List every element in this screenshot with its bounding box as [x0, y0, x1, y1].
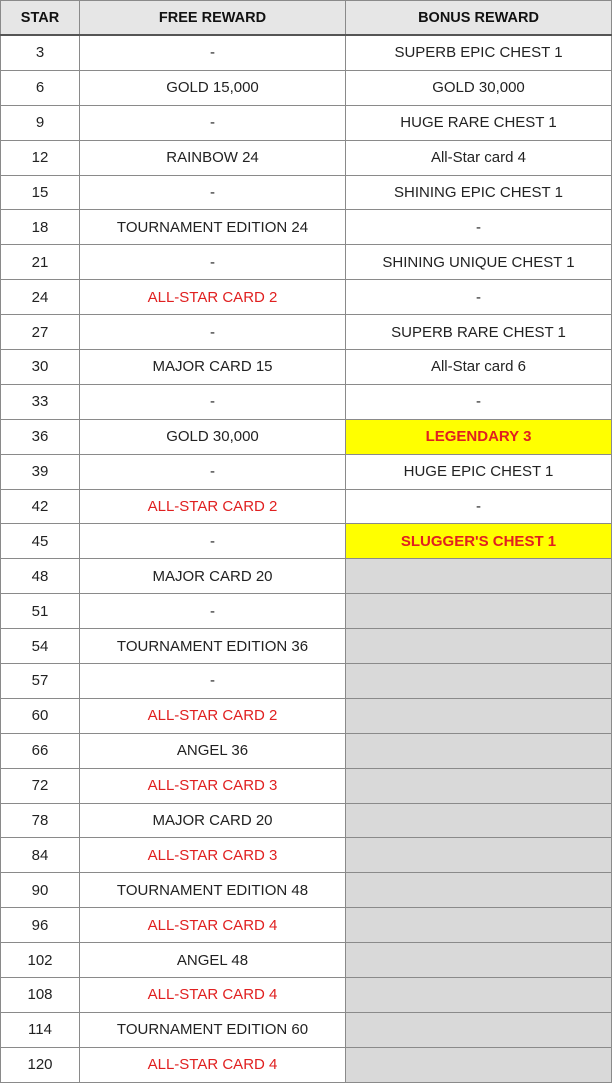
- free-reward-cell: -: [80, 35, 346, 70]
- star-cell: 15: [1, 175, 80, 210]
- header-free-reward: FREE REWARD: [80, 1, 346, 36]
- header-bonus-reward: BONUS REWARD: [346, 1, 612, 36]
- table-row: [1, 664, 612, 699]
- table-row: [1, 419, 612, 454]
- star-cell: 78: [1, 803, 80, 838]
- free-reward-cell: -: [80, 664, 346, 699]
- table-row: [1, 315, 612, 350]
- header-star: STAR: [1, 1, 80, 36]
- free-reward-cell: ANGEL 36: [80, 733, 346, 768]
- star-cell: 102: [1, 943, 80, 978]
- free-reward-cell: GOLD 30,000: [80, 419, 346, 454]
- bonus-reward-cell: [346, 978, 612, 1013]
- star-cell: 84: [1, 838, 80, 873]
- table-row: [1, 873, 612, 908]
- bonus-reward-cell: [346, 664, 612, 699]
- star-cell: 72: [1, 768, 80, 803]
- star-cell: 21: [1, 245, 80, 280]
- bonus-reward-cell: [346, 698, 612, 733]
- free-reward-cell: ANGEL 48: [80, 943, 346, 978]
- bonus-reward-cell: [346, 873, 612, 908]
- free-reward-cell: ALL-STAR CARD 2: [80, 489, 346, 524]
- free-reward-cell: -: [80, 105, 346, 140]
- table-row: [1, 280, 612, 315]
- star-cell: 27: [1, 315, 80, 350]
- table-row: [1, 943, 612, 978]
- table-row: [1, 454, 612, 489]
- bonus-reward-cell: SHINING UNIQUE CHEST 1: [346, 245, 612, 280]
- star-cell: 57: [1, 664, 80, 699]
- free-reward-cell: ALL-STAR CARD 4: [80, 978, 346, 1013]
- star-cell: 45: [1, 524, 80, 559]
- free-reward-cell: ALL-STAR CARD 3: [80, 838, 346, 873]
- free-reward-cell: MAJOR CARD 15: [80, 350, 346, 385]
- table-row: [1, 1047, 612, 1082]
- free-reward-cell: TOURNAMENT EDITION 48: [80, 873, 346, 908]
- bonus-reward-cell: -: [346, 210, 612, 245]
- table-row: [1, 350, 612, 385]
- star-cell: 108: [1, 978, 80, 1013]
- star-cell: 30: [1, 350, 80, 385]
- bonus-reward-cell: [346, 768, 612, 803]
- bonus-reward-cell: -: [346, 384, 612, 419]
- bonus-reward-cell: SHINING EPIC CHEST 1: [346, 175, 612, 210]
- star-cell: 6: [1, 70, 80, 105]
- table-row: [1, 594, 612, 629]
- table-row: [1, 838, 612, 873]
- star-cell: 120: [1, 1047, 80, 1082]
- bonus-reward-cell: [346, 803, 612, 838]
- free-reward-cell: -: [80, 454, 346, 489]
- star-cell: 96: [1, 908, 80, 943]
- table-row: [1, 384, 612, 419]
- star-cell: 54: [1, 629, 80, 664]
- star-cell: 60: [1, 698, 80, 733]
- bonus-reward-cell: [346, 559, 612, 594]
- star-cell: 3: [1, 35, 80, 70]
- free-reward-cell: ALL-STAR CARD 2: [80, 698, 346, 733]
- table-row: [1, 803, 612, 838]
- star-cell: 51: [1, 594, 80, 629]
- star-cell: 12: [1, 140, 80, 175]
- table-row: [1, 978, 612, 1013]
- star-cell: 114: [1, 1012, 80, 1047]
- table-row: [1, 698, 612, 733]
- bonus-reward-cell: LEGENDARY 3: [346, 419, 612, 454]
- bonus-reward-cell: SUPERB EPIC CHEST 1: [346, 35, 612, 70]
- free-reward-cell: ALL-STAR CARD 2: [80, 280, 346, 315]
- free-reward-cell: ALL-STAR CARD 4: [80, 1047, 346, 1082]
- free-reward-cell: -: [80, 245, 346, 280]
- reward-table-body: [1, 35, 612, 1082]
- bonus-reward-cell: HUGE RARE CHEST 1: [346, 105, 612, 140]
- star-cell: 66: [1, 733, 80, 768]
- bonus-reward-cell: GOLD 30,000: [346, 70, 612, 105]
- free-reward-cell: -: [80, 175, 346, 210]
- star-cell: 48: [1, 559, 80, 594]
- free-reward-cell: -: [80, 384, 346, 419]
- bonus-reward-cell: [346, 594, 612, 629]
- table-row: [1, 1012, 612, 1047]
- bonus-reward-cell: -: [346, 489, 612, 524]
- star-cell: 42: [1, 489, 80, 524]
- star-cell: 39: [1, 454, 80, 489]
- table-row: [1, 210, 612, 245]
- free-reward-cell: ALL-STAR CARD 4: [80, 908, 346, 943]
- table-row: [1, 559, 612, 594]
- table-row: [1, 105, 612, 140]
- table-row: [1, 489, 612, 524]
- table-row: [1, 35, 612, 70]
- free-reward-cell: ALL-STAR CARD 3: [80, 768, 346, 803]
- table-row: [1, 175, 612, 210]
- bonus-reward-cell: SUPERB RARE CHEST 1: [346, 315, 612, 350]
- bonus-reward-cell: [346, 943, 612, 978]
- free-reward-cell: GOLD 15,000: [80, 70, 346, 105]
- table-row: [1, 768, 612, 803]
- free-reward-cell: MAJOR CARD 20: [80, 803, 346, 838]
- bonus-reward-cell: [346, 1047, 612, 1082]
- bonus-reward-cell: [346, 1012, 612, 1047]
- star-cell: 90: [1, 873, 80, 908]
- header-row: [1, 1, 612, 36]
- free-reward-cell: TOURNAMENT EDITION 60: [80, 1012, 346, 1047]
- table-row: [1, 140, 612, 175]
- bonus-reward-cell: [346, 629, 612, 664]
- bonus-reward-cell: [346, 733, 612, 768]
- star-cell: 9: [1, 105, 80, 140]
- table-row: [1, 908, 612, 943]
- star-cell: 36: [1, 419, 80, 454]
- table-row: [1, 70, 612, 105]
- star-cell: 24: [1, 280, 80, 315]
- free-reward-cell: -: [80, 524, 346, 559]
- free-reward-cell: TOURNAMENT EDITION 24: [80, 210, 346, 245]
- free-reward-cell: RAINBOW 24: [80, 140, 346, 175]
- free-reward-cell: -: [80, 315, 346, 350]
- star-cell: 33: [1, 384, 80, 419]
- free-reward-cell: TOURNAMENT EDITION 36: [80, 629, 346, 664]
- bonus-reward-cell: All-Star card 4: [346, 140, 612, 175]
- bonus-reward-cell: SLUGGER'S CHEST 1: [346, 524, 612, 559]
- table-row: [1, 524, 612, 559]
- bonus-reward-cell: -: [346, 280, 612, 315]
- free-reward-cell: MAJOR CARD 20: [80, 559, 346, 594]
- bonus-reward-cell: [346, 908, 612, 943]
- star-cell: 18: [1, 210, 80, 245]
- bonus-reward-cell: All-Star card 6: [346, 350, 612, 385]
- free-reward-cell: -: [80, 594, 346, 629]
- bonus-reward-cell: [346, 838, 612, 873]
- table-row: [1, 245, 612, 280]
- table-row: [1, 733, 612, 768]
- table-row: [1, 629, 612, 664]
- bonus-reward-cell: HUGE EPIC CHEST 1: [346, 454, 612, 489]
